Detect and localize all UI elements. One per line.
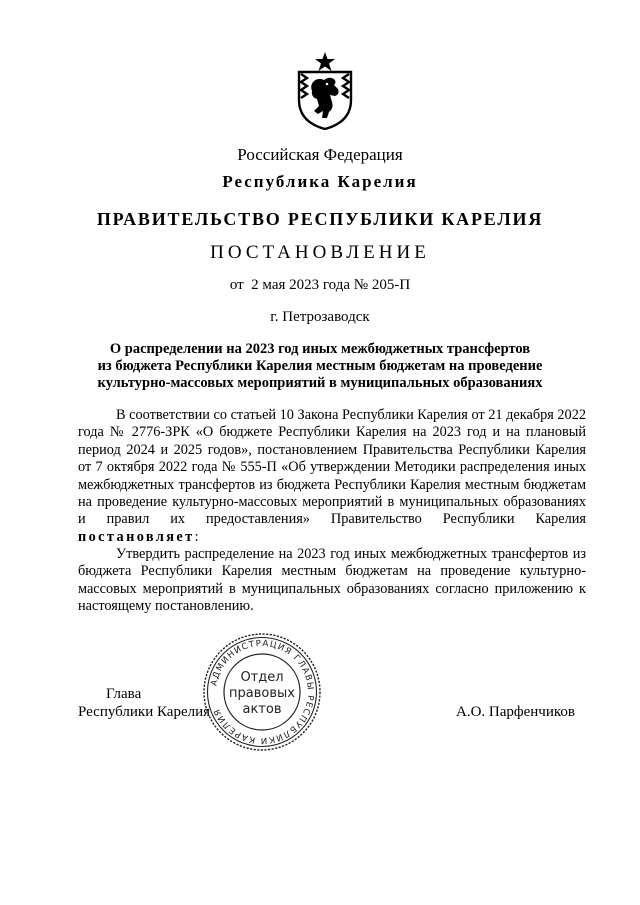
signature-title: Глава: [106, 686, 142, 702]
paragraph-1-end: :: [194, 528, 199, 545]
stamp-ring-text: АДМИНИСТРАЦИЯ ГЛАВЫ РЕСПУБЛИКИ КАРЕЛИЯ: [209, 638, 316, 746]
subject-line-2: из бюджета Республики Карелия местным бюджетам на проведение: [97, 358, 543, 374]
date-number: от 2 мая 2023 года № 205-П: [229, 277, 411, 293]
city: г. Петрозаводск: [270, 309, 370, 325]
country-name: Российская Федерация: [237, 145, 403, 164]
resolution-keyword: постановляет: [78, 528, 195, 545]
paragraph-2: Утвердить распределение на 2023 год иных межбюджетных трансфертов из бюджета Республики Карелия местным бюджетам на проведение культурно-массовых мероприятий в муниципальных образованиях согласно приложению к настоящему постановлению.: [78, 546, 586, 615]
document-type: ПОСТАНОВЛЕНИЕ: [210, 242, 430, 263]
subject-line-3: культурно-массовых мероприятий в муниципальных образованиях: [97, 375, 543, 391]
paragraph-1-text: В соответствии со статьей 10 Закона Республики Карелия от 21 декабря 2022 года № 2776-ЗРК «О бюджете Республики Карелия на 2023 год и на плановый период 2024 и 2025 годов», постановлением Правительства Республики Карелия от 7 октября 2022 года № 555-П «Об утверждении Методики распределения иных межбюджетных трансфертов из бюджета Республики Карелия местным бюджетам на проведение культурно-массовых мероприятий в муниципальных образованиях и правил их предоставления» Правительство Республики Карелия: [78, 407, 586, 528]
signature-role: Республики Карелия: [78, 704, 211, 720]
official-stamp: [201, 631, 323, 753]
document-subject: [0, 341, 640, 392]
coat-of-arms-icon: [296, 52, 354, 130]
republic-name: Республика Карелия: [222, 172, 418, 191]
paragraph-1: [78, 407, 586, 546]
subject-line-1: О распределении на 2023 год иных межбюджетных трансфертов: [109, 341, 531, 357]
signature-name: А.О. Парфенчиков: [456, 704, 575, 720]
government-title: ПРАВИТЕЛЬСТВО РЕСПУБЛИКИ КАРЕЛИЯ: [96, 209, 544, 229]
stamp-line-1: Отдел: [240, 670, 284, 685]
stamp-line-3: актов: [242, 702, 282, 717]
stamp-line-2: правовых: [229, 686, 295, 701]
